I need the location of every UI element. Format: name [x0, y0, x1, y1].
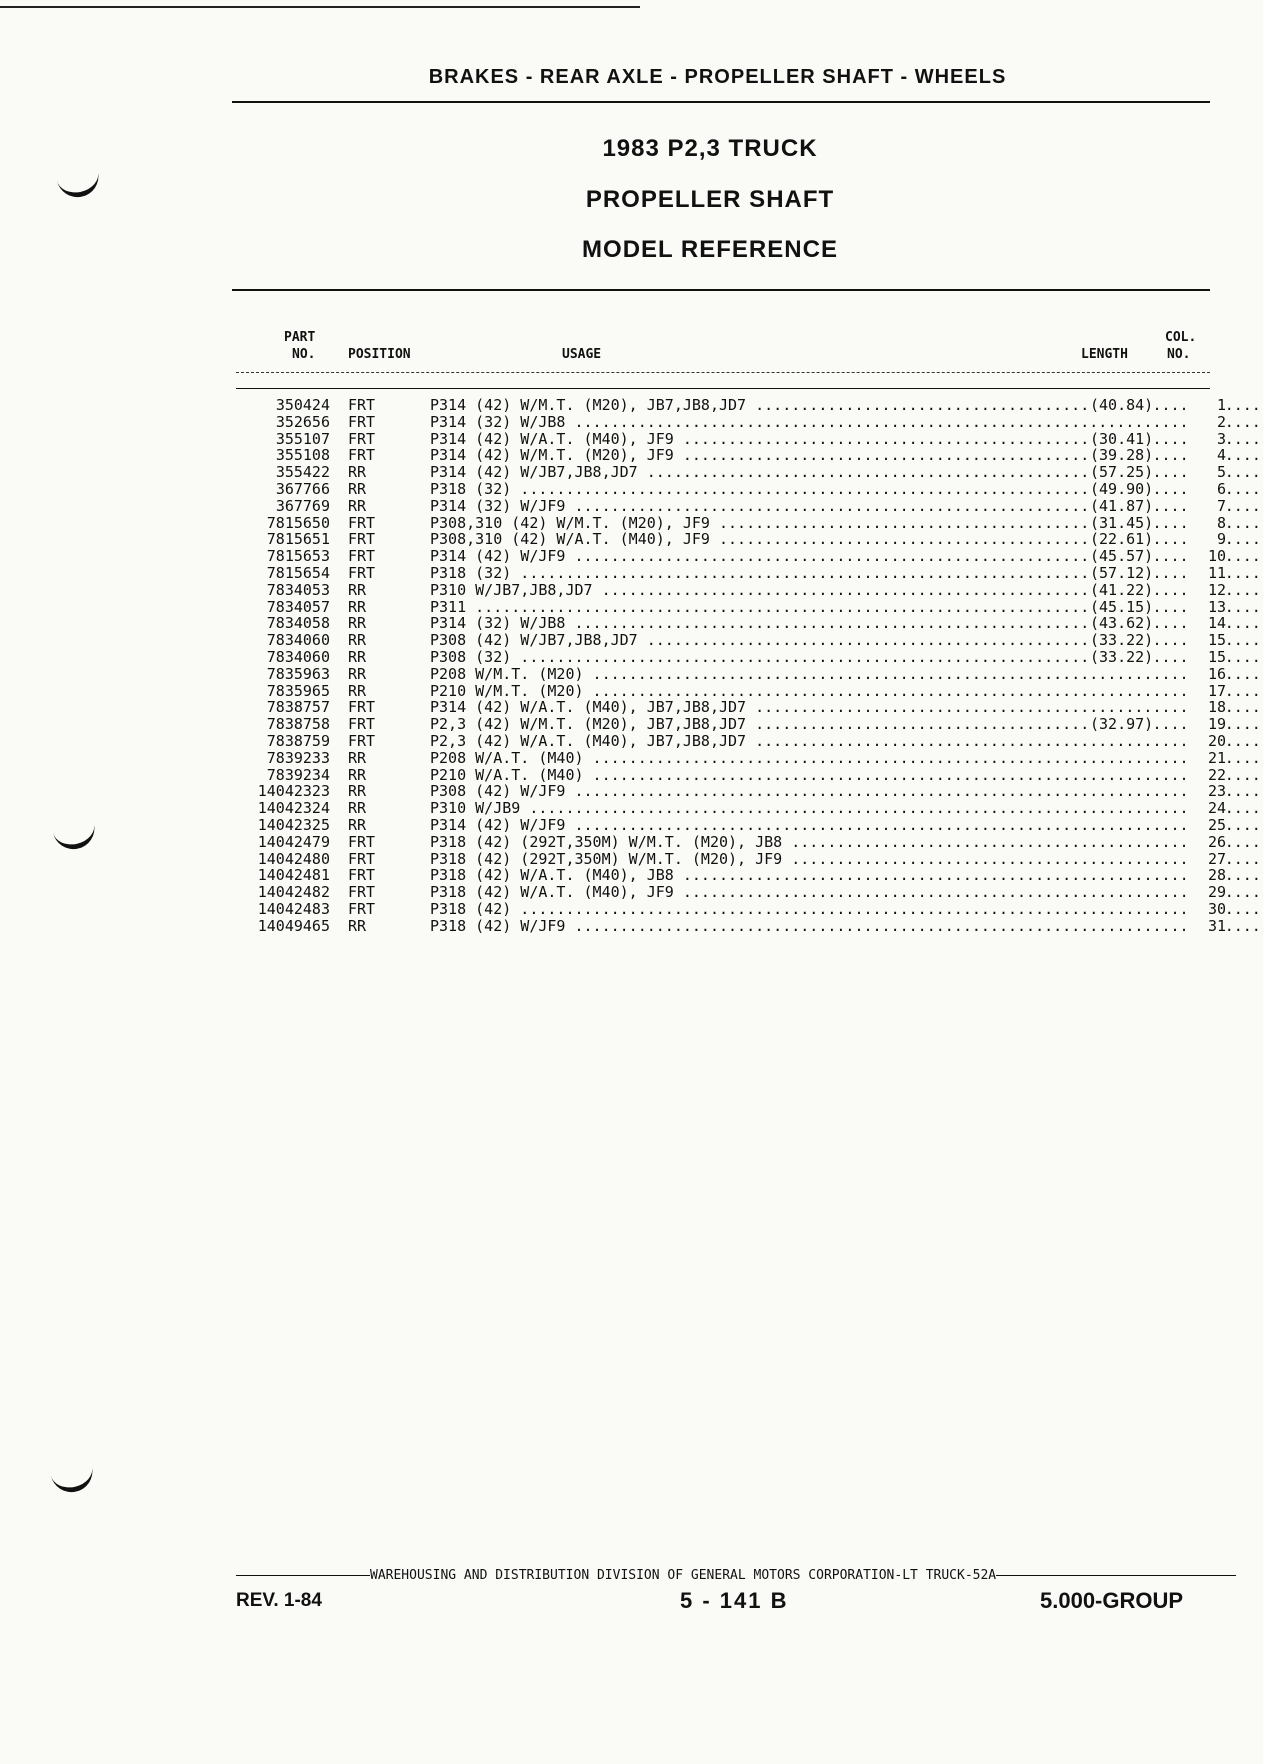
usage: P210 W/A.T. (M40) .....	[430, 767, 1263, 784]
usage: P308 (42) W/JF9 .....	[430, 783, 1263, 800]
binder-hole-mark	[50, 1461, 97, 1496]
part-number: 14042479	[257, 832, 330, 851]
position: FRT	[348, 563, 376, 582]
table-row	[230, 479, 1226, 498]
table-row	[230, 547, 1226, 566]
part-number: 355108	[275, 446, 330, 465]
col-number: 26	[1190, 834, 1226, 851]
length: (45.15)	[1086, 599, 1153, 616]
part-number: 7815654	[266, 563, 330, 582]
position: RR	[348, 681, 367, 700]
part-number: 7834058	[266, 614, 330, 633]
col-position: POSITION	[348, 347, 411, 362]
usage: P318 (32) .....	[430, 481, 1263, 498]
position: RR	[348, 631, 367, 650]
usage: P308,310 (42) W/A.T. (M40), JF9 .....	[430, 531, 1263, 548]
parts-table	[230, 396, 1226, 935]
col-number: 24	[1190, 800, 1226, 817]
col-number: 15	[1190, 632, 1226, 649]
table-row	[230, 866, 1226, 885]
col-part-no-line2: NO.	[292, 347, 316, 362]
col-number: 1	[1190, 397, 1226, 414]
length: (41.22)	[1086, 582, 1153, 599]
col-usage: USAGE	[562, 347, 602, 362]
usage: P2,3 (42) W/A.T. (M40), JB7,JB8,JD7 .....	[430, 733, 1263, 750]
position: FRT	[348, 731, 376, 750]
usage: P308,310 (42) W/M.T. (M20), JF9 .....	[430, 515, 1263, 532]
table-row	[230, 463, 1226, 482]
col-number: 13	[1190, 599, 1226, 616]
table-row	[230, 429, 1226, 448]
col-number: 29	[1190, 884, 1226, 901]
part-number: 7838758	[266, 715, 330, 734]
usage: P314 (42) W/M.T. (M20), JF9 .....	[430, 447, 1263, 464]
part-number: 14042483	[257, 899, 330, 918]
position: FRT	[348, 832, 376, 851]
length: (43.62)	[1086, 615, 1153, 632]
usage: P210 W/M.T. (M20) .....	[430, 683, 1263, 700]
header-dash-rule	[236, 372, 1210, 373]
part-number: 14042480	[257, 849, 330, 868]
table-row	[230, 563, 1226, 582]
table-row	[230, 815, 1226, 834]
part-number: 350424	[275, 396, 330, 414]
usage: P314 (42) W/A.T. (M40), JB7,JB8,JD7 .....	[430, 699, 1263, 716]
table-row	[230, 731, 1226, 750]
table-row	[230, 849, 1226, 868]
part-number: 7838757	[266, 698, 330, 717]
col-col-no-line2: NO.	[1167, 347, 1191, 362]
col-part-no-line1: PART	[284, 330, 316, 345]
part-number: 14042482	[257, 883, 330, 902]
part-number: 14042324	[257, 799, 330, 818]
position: FRT	[348, 866, 376, 885]
position: RR	[348, 815, 367, 834]
length: (33.22)	[1086, 632, 1153, 649]
table-row	[230, 832, 1226, 851]
col-number: 12	[1190, 582, 1226, 599]
usage: P314 (32) W/JB8 .....	[430, 414, 1263, 431]
table-row	[230, 647, 1226, 666]
usage: P314 (42) W/A.T. (M40), JF9 .....	[430, 431, 1263, 448]
usage: P318 (42) W/JF9 .....	[430, 918, 1263, 935]
part-number: 7815651	[266, 530, 330, 549]
position: FRT	[348, 429, 376, 448]
table-row	[230, 396, 1226, 414]
table-row	[230, 883, 1226, 902]
part-number: 7835965	[266, 681, 330, 700]
position: RR	[348, 580, 367, 599]
title-reference: MODEL REFERENCE	[582, 236, 838, 263]
header-rule	[232, 101, 1210, 103]
col-number: 31	[1190, 918, 1226, 935]
part-number: 7834060	[266, 647, 330, 666]
part-number: 7834060	[266, 631, 330, 650]
position: RR	[348, 463, 367, 482]
title-year-model: 1983 P2,3 TRUCK	[602, 135, 818, 162]
table-row	[230, 580, 1226, 599]
binder-hole-mark	[56, 166, 103, 201]
col-number: 17	[1190, 683, 1226, 700]
length: (40.84)	[1086, 397, 1153, 414]
usage: P2,3 (42) W/M.T. (M20), JB7,JB8,JD7 .....	[430, 716, 1263, 733]
position: RR	[348, 782, 367, 801]
length: (30.41)	[1086, 431, 1153, 448]
table-row	[230, 698, 1226, 717]
position: FRT	[348, 547, 376, 566]
position: FRT	[348, 715, 376, 734]
table-row	[230, 899, 1226, 918]
col-number: 5	[1190, 464, 1226, 481]
table-row	[230, 748, 1226, 767]
length: (33.22)	[1086, 649, 1153, 666]
position: RR	[348, 799, 367, 818]
usage: P318 (42) W/A.T. (M40), JF9 .....	[430, 884, 1263, 901]
col-number: 30	[1190, 901, 1226, 918]
position: RR	[348, 597, 367, 616]
usage: P318 (42) .....	[430, 901, 1263, 918]
col-number: 9	[1190, 531, 1226, 548]
table-row	[230, 681, 1226, 700]
part-number: 352656	[275, 412, 330, 431]
table-row	[230, 782, 1226, 801]
part-number: 14049465	[257, 916, 330, 935]
col-number: 21	[1190, 750, 1226, 767]
revision-label: REV. 1-84	[236, 1590, 322, 1611]
table-row	[230, 530, 1226, 549]
table-row	[230, 916, 1226, 935]
part-number: 355422	[275, 463, 330, 482]
table-row	[230, 614, 1226, 633]
table-row	[230, 496, 1226, 515]
position: RR	[348, 748, 367, 767]
col-number: 16	[1190, 666, 1226, 683]
part-number: 14042323	[257, 782, 330, 801]
position: FRT	[348, 899, 376, 918]
footer-division: WAREHOUSING AND DISTRIBUTION DIVISION OF GENERAL MOTORS CORPORATION-LT TRUCK-52A	[370, 1568, 997, 1583]
col-number: 14	[1190, 615, 1226, 632]
length: (49.90)	[1086, 481, 1153, 498]
usage: P318 (42) (292T,350M) W/M.T. (M20), JB8 .....	[430, 834, 1263, 851]
usage: P208 W/M.T. (M20) .....	[430, 666, 1263, 683]
part-number: 7839234	[266, 765, 330, 784]
col-number: 3	[1190, 431, 1226, 448]
col-number: 10	[1190, 548, 1226, 565]
binder-hole-mark	[52, 818, 99, 853]
part-number: 367769	[275, 496, 330, 515]
col-number: 8	[1190, 515, 1226, 532]
table-row	[230, 715, 1226, 734]
top-edge-line	[0, 6, 640, 8]
length: (31.45)	[1086, 515, 1153, 532]
position: RR	[348, 496, 367, 515]
part-number: 367766	[275, 479, 330, 498]
length: (22.61)	[1086, 531, 1153, 548]
col-number: 19	[1190, 716, 1226, 733]
position: RR	[348, 765, 367, 784]
part-number: 7838759	[266, 731, 330, 750]
usage: P314 (32) W/JF9 .....	[430, 498, 1263, 515]
usage: P318 (32) .....	[430, 565, 1263, 582]
table-row	[230, 765, 1226, 784]
usage: P314 (42) W/JB7,JB8,JD7 .....	[430, 464, 1263, 481]
length: (39.28)	[1086, 447, 1153, 464]
col-number: 22	[1190, 767, 1226, 784]
title-component: PROPELLER SHAFT	[585, 186, 835, 213]
col-number: 18	[1190, 699, 1226, 716]
position: RR	[348, 479, 367, 498]
part-number: 7815650	[266, 513, 330, 532]
part-number: 7839233	[266, 748, 330, 767]
usage: P318 (42) W/A.T. (M40), JB8 .....	[430, 867, 1263, 884]
position: FRT	[348, 513, 376, 532]
col-number: 4	[1190, 447, 1226, 464]
col-length: LENGTH	[1081, 347, 1128, 362]
length: (57.12)	[1086, 565, 1153, 582]
position: FRT	[348, 849, 376, 868]
usage: P308 (42) W/JB7,JB8,JD7 .....	[430, 632, 1263, 649]
col-number: 23	[1190, 783, 1226, 800]
length: (32.97)	[1086, 716, 1153, 733]
part-number: 14042325	[257, 815, 330, 834]
col-number: 2	[1190, 414, 1226, 431]
length: (41.87)	[1086, 498, 1153, 515]
usage: P311 .....	[430, 599, 1263, 616]
table-row	[230, 412, 1226, 431]
part-number: 14042481	[257, 866, 330, 885]
col-number: 11	[1190, 565, 1226, 582]
col-number: 6	[1190, 481, 1226, 498]
section-title: BRAKES - REAR AXLE - PROPELLER SHAFT - WHEELS	[428, 66, 1007, 88]
part-number: 7835963	[266, 664, 330, 683]
page-number: 5 - 141 B	[680, 1588, 789, 1613]
part-number: 7834053	[266, 580, 330, 599]
usage: P310 W/JB9 .....	[430, 800, 1263, 817]
col-number: 27	[1190, 851, 1226, 868]
col-number: 15	[1190, 649, 1226, 666]
group-number: 5.000-GROUP	[1040, 1588, 1184, 1613]
usage: P310 W/JB7,JB8,JD7 .....	[430, 582, 1263, 599]
position: RR	[348, 614, 367, 633]
usage: P314 (42) W/JF9 .....	[430, 817, 1263, 834]
length: (57.25)	[1086, 464, 1153, 481]
position: FRT	[348, 530, 376, 549]
position: FRT	[348, 412, 376, 431]
part-number: 7815653	[266, 547, 330, 566]
part-number: 7834057	[266, 597, 330, 616]
table-top-rule	[236, 388, 1210, 389]
col-number: 25	[1190, 817, 1226, 834]
length: (45.57)	[1086, 548, 1153, 565]
usage: P314 (42) W/M.T. (M20), JB7,JB8,JD7 .....	[430, 397, 1263, 414]
usage: P314 (42) W/JF9 .....	[430, 548, 1263, 565]
position: RR	[348, 647, 367, 666]
col-number: 28	[1190, 867, 1226, 884]
usage: P308 (32) .....	[430, 649, 1263, 666]
usage: P314 (32) W/JB8 .....	[430, 615, 1263, 632]
table-row	[230, 664, 1226, 683]
table-row	[230, 799, 1226, 818]
title-rule	[232, 289, 1210, 291]
col-col-no-line1: COL.	[1165, 330, 1197, 345]
table-row	[230, 631, 1226, 650]
col-number: 20	[1190, 733, 1226, 750]
position: FRT	[348, 446, 376, 465]
position: RR	[348, 916, 367, 935]
usage: P318 (42) (292T,350M) W/M.T. (M20), JF9 .....	[430, 851, 1263, 868]
part-number: 355107	[275, 429, 330, 448]
table-row	[230, 597, 1226, 616]
position: RR	[348, 664, 367, 683]
position: FRT	[348, 883, 376, 902]
position: FRT	[348, 698, 376, 717]
usage: P208 W/A.T. (M40) .....	[430, 750, 1263, 767]
position: FRT	[348, 396, 376, 414]
col-number: 7	[1190, 498, 1226, 515]
table-row	[230, 513, 1226, 532]
table-row	[230, 446, 1226, 465]
